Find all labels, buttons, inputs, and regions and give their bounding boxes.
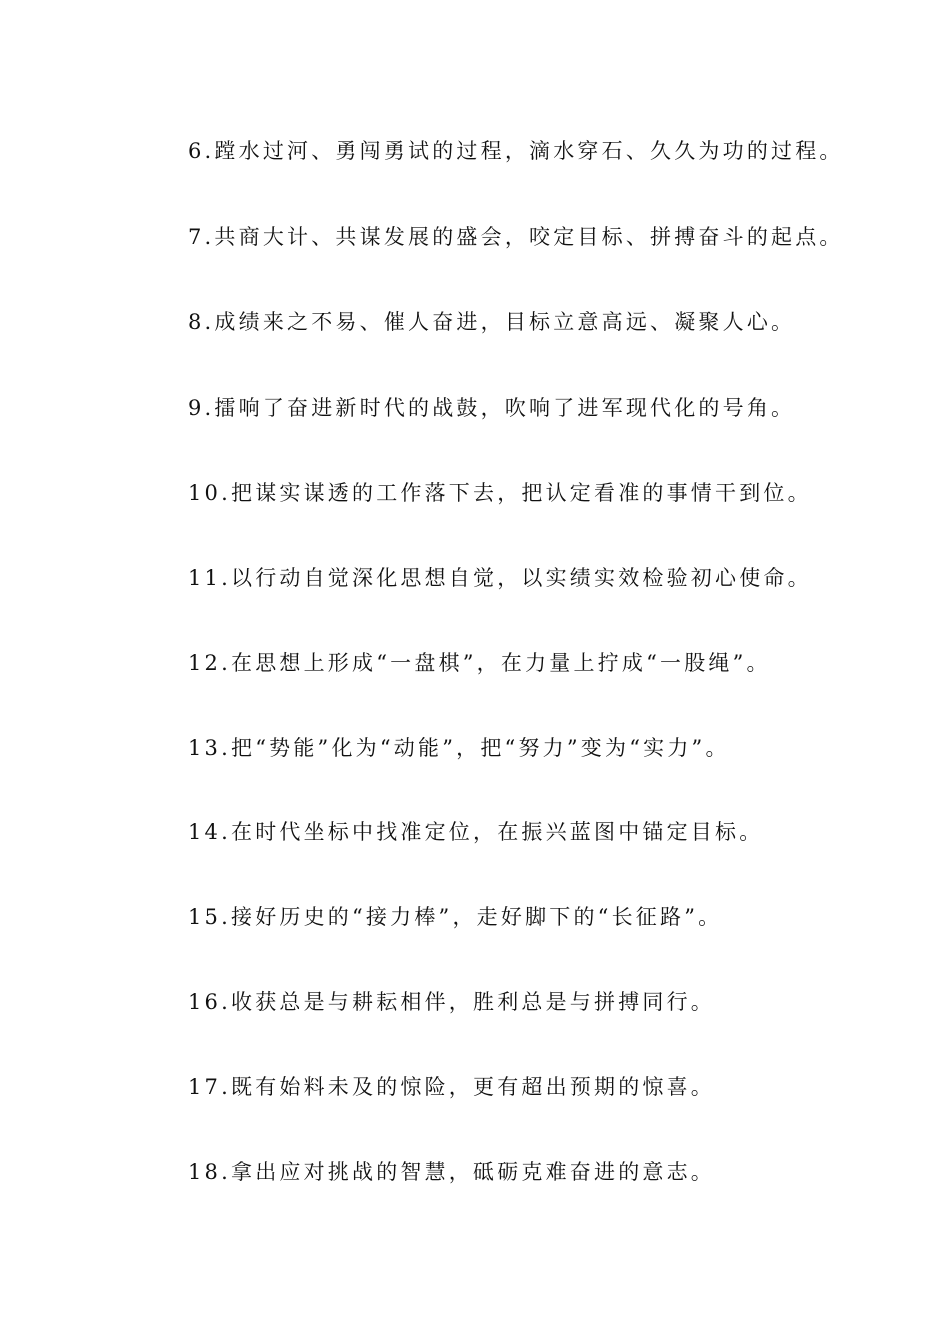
list-item: 7.共商大计、共谋发展的盛会，咬定目标、拼搏奋斗的起点。 xyxy=(188,225,844,249)
list-item: 8.成绩来之不易、催人奋进，目标立意高远、凝聚人心。 xyxy=(188,310,796,334)
list-item: 15.接好历史的“接力棒”，走好脚下的“长征路”。 xyxy=(188,905,723,929)
list-item: 13.把“势能”化为“动能”，把“努力”变为“实力”。 xyxy=(188,736,730,760)
list-item: 14.在时代坐标中找准定位，在振兴蓝图中锚定目标。 xyxy=(188,820,764,844)
list-item: 18.拿出应对挑战的智慧，砥砺克难奋进的意志。 xyxy=(188,1160,715,1184)
list-item: 9.擂响了奋进新时代的战鼓，吹响了进军现代化的号角。 xyxy=(188,396,796,420)
list-item: 12.在思想上形成“一盘棋”，在力量上拧成“一股绳”。 xyxy=(188,651,771,675)
list-item: 11.以行动自觉深化思想自觉，以实绩实效检验初心使命。 xyxy=(188,566,812,590)
list-item: 16.收获总是与耕耘相伴，胜利总是与拼搏同行。 xyxy=(188,990,715,1014)
list-item: 6.蹚水过河、勇闯勇试的过程，滴水穿石、久久为功的过程。 xyxy=(188,139,844,163)
list-item: 10.把谋实谋透的工作落下去，把认定看准的事情干到位。 xyxy=(188,481,812,505)
list-item: 17.既有始料未及的惊险，更有超出预期的惊喜。 xyxy=(188,1075,715,1099)
